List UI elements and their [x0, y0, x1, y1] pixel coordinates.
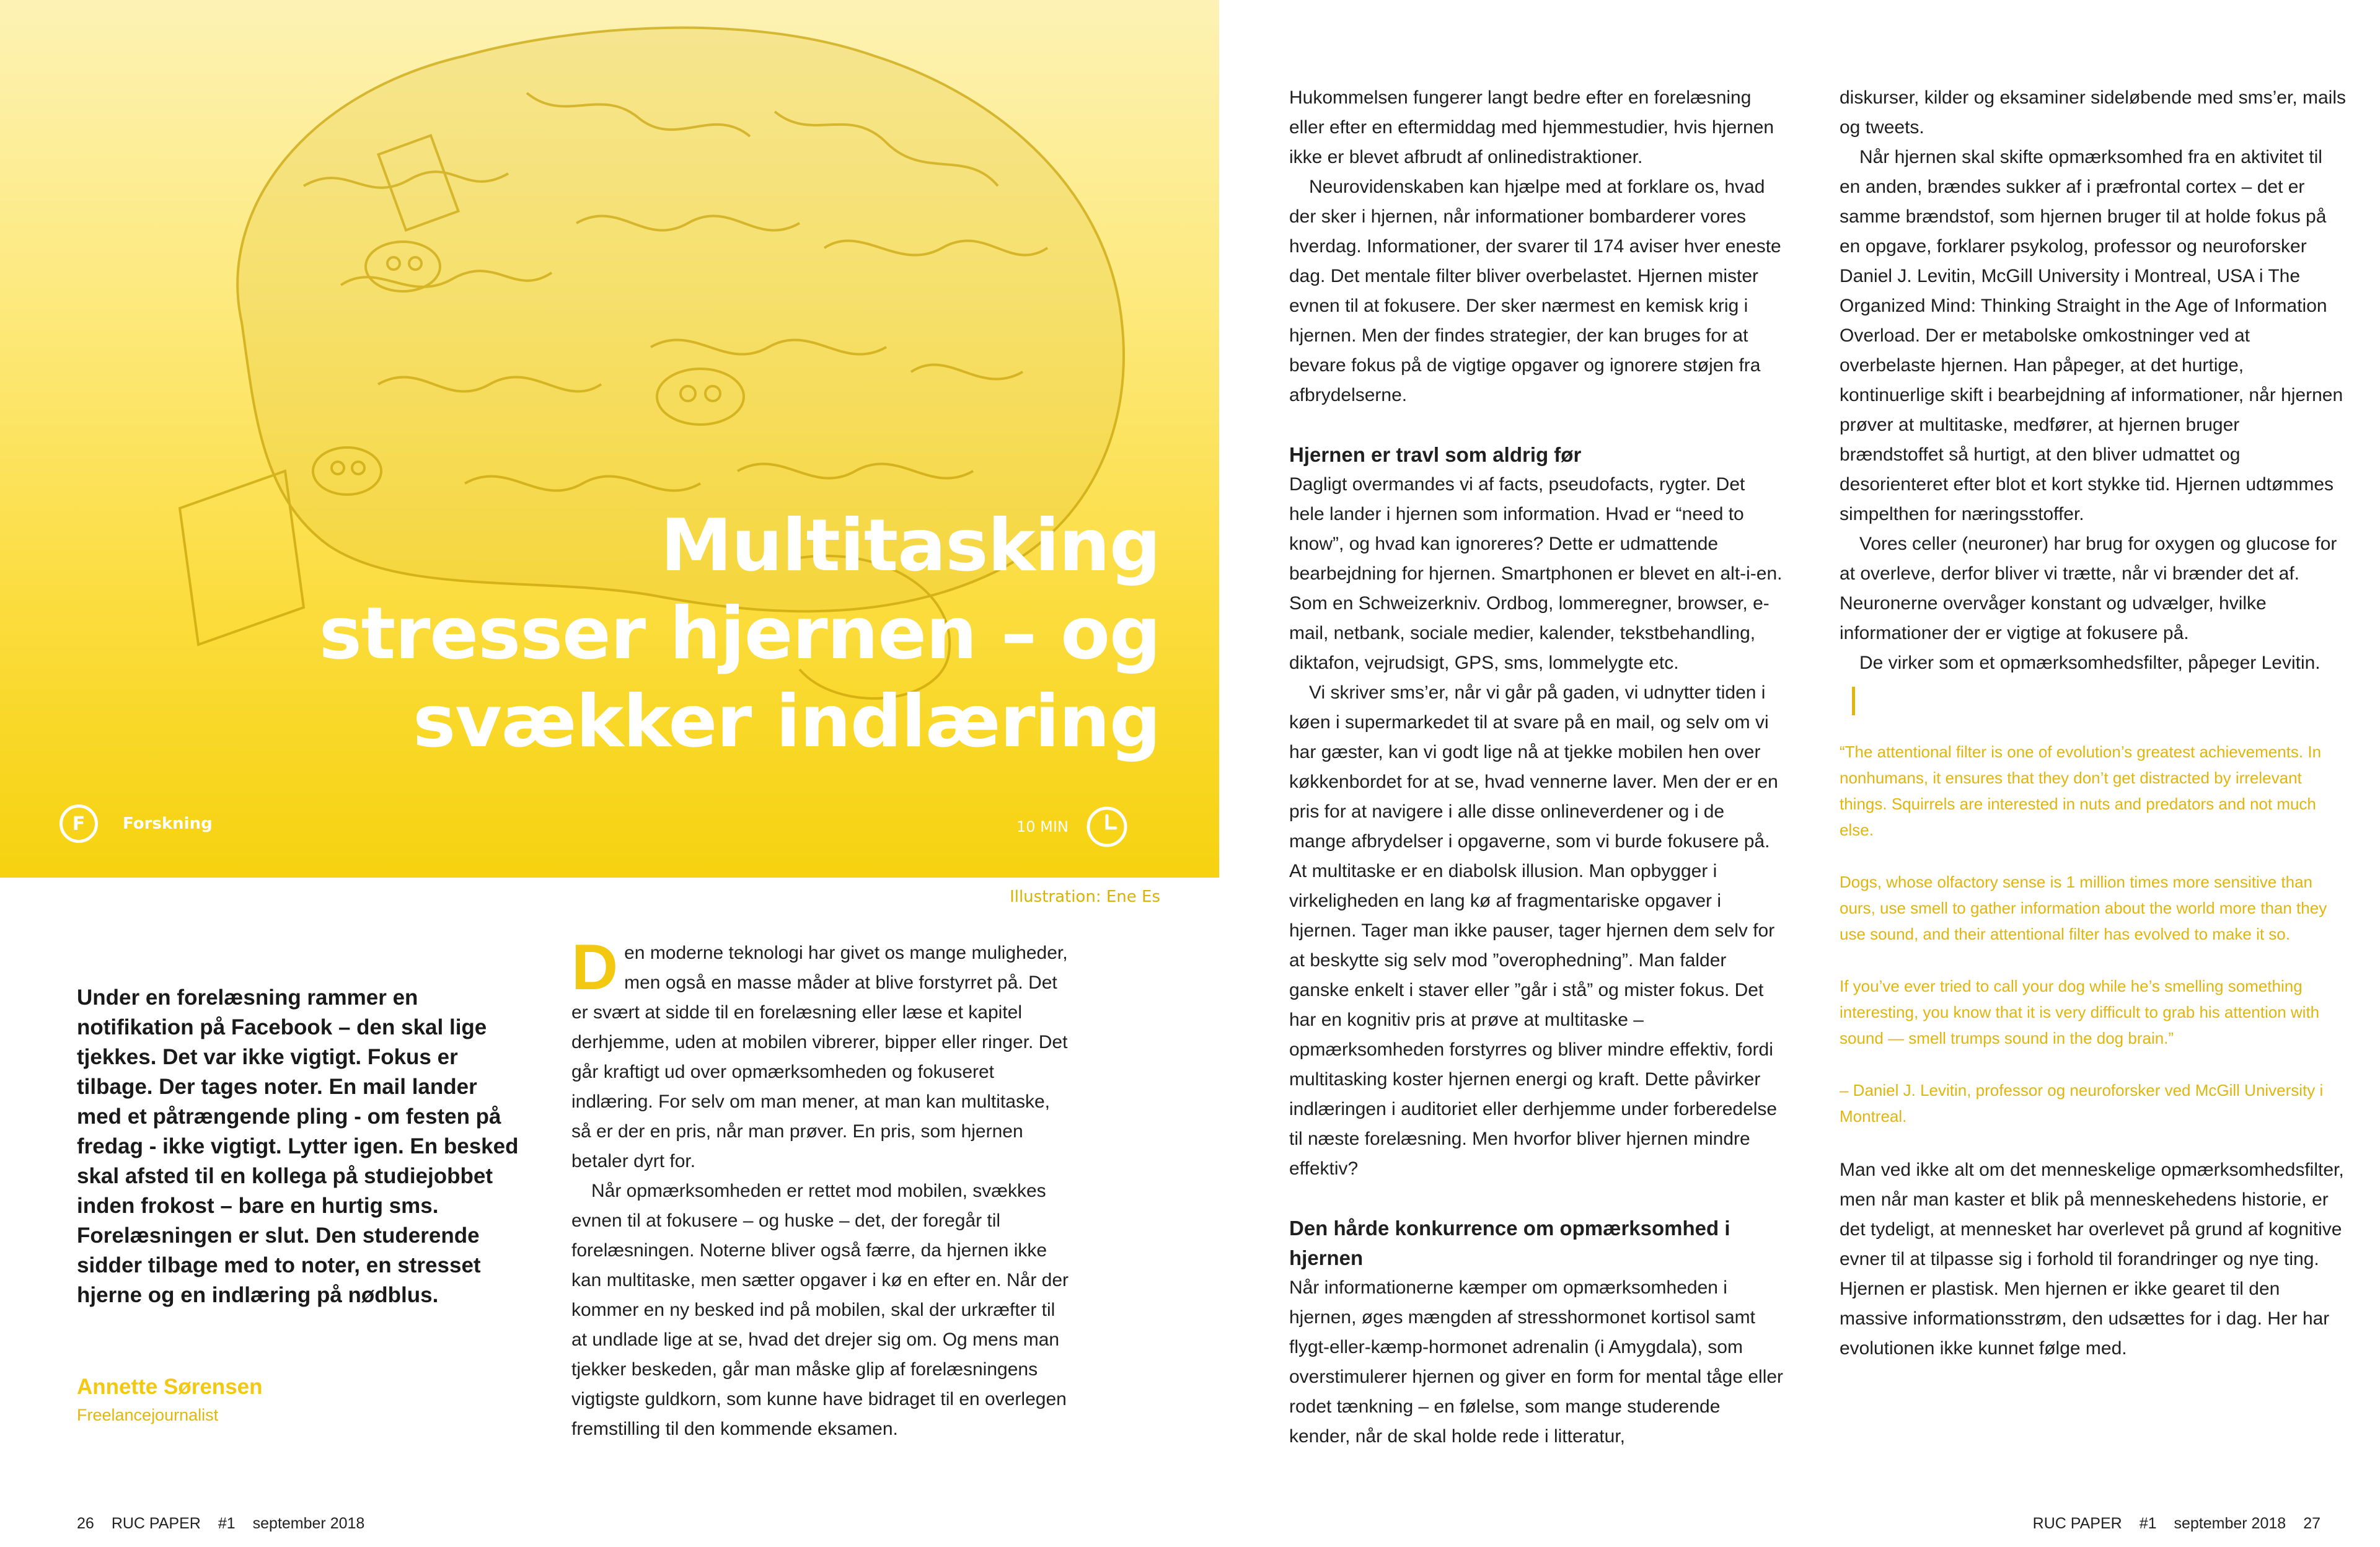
page-number-left: 26: [77, 1515, 94, 1532]
quote-source: – Daniel J. Levitin, professor og neuroforsker ved McGill University i Montreal.: [1840, 1081, 2324, 1126]
body-paragraph: Vores celler (neuroner) har brug for oxygen og glucose for at overleve, derfor bliver vi trætte, når vi brænder det af. Neuronerne overvåger konstant og udvælger, hvilke informationer der er vigtige at fokusere på.: [1840, 534, 2337, 643]
publication-name: RUC PAPER: [111, 1515, 201, 1532]
article-headline: [186, 502, 1160, 766]
issue-number: #1: [218, 1515, 236, 1532]
body-paragraph: Dagligt overmandes vi af facts, pseudofacts, rygter. Det hele lander i hjernen som information. Hvad er “need to know”, og hvad kan ignoreres? Dette er udmattende bearbejdning for hjernen. Smartphonen er blevet en alt-i-en. Som en Schweizerkniv. Ordbog, lommeregner, browser, e-mail, netbank, sociale medier, kalender, tekstbehandling, diktafon, vejrudsigt, GPS, sms, lommelygte etc.: [1289, 474, 1783, 673]
issue-date: september 2018: [2174, 1515, 2286, 1532]
author-block: [77, 1375, 263, 1425]
publication-name: RUC PAPER: [2032, 1515, 2122, 1532]
body-paragraph: Man ved ikke alt om det menneskelige opmærksomhedsfilter, men når man kaster et blik på menneskehedens historie, er det tydeligt, at mennesket har overlevet på grund af kognitive evner til at tilpasse sig i forhold til forandringer og nye ting. Hjernen er plastisk. Men hjernen er ikke gearet til den massive informationsstrøm, den udsættes for i dag. Her har evolutionen ikke kunnet følge med.: [1840, 1160, 2344, 1359]
body-paragraph: diskurser, kilder og eksaminer sideløbende med sms’er, mails og tweets.: [1840, 87, 2346, 138]
pull-quote: [1840, 739, 2348, 1129]
issue-number: #1: [2139, 1515, 2157, 1532]
author-name: Annette Sørensen: [77, 1375, 263, 1399]
category-initial-icon: F: [60, 804, 98, 843]
clock-icon: [1085, 804, 1129, 849]
body-paragraph: Når opmærksomheden er rettet mod mobilen, svækkes evnen til at fokusere – og huske – det, der foregår til forelæsningen. Noterne bliver også færre, da hjernen ikke kan multitaske, men sætter opgaver i kø en efter en. Når der kommer en ny besked ind på mobilen, skal der urkræfter til at undlade lige at se, hvad det drejer sig om. Og mens man tjekker beskeden, går man måske glip af forelæsningens vigtigste guldkorn, som kunne have bidraget til en overlegen fremstilling til den kommende eksamen.: [571, 1181, 1069, 1439]
body-paragraph: Når hjernen skal skifte opmærksomhed fra en aktivitet til en anden, brændes sukker af i præfrontal cortex – det er samme brændstof, som hjernen bruger til at holde fokus på en opgave, forklarer psykolog, professor og neuroforsker Daniel J. Levitin, McGill University i Montreal, USA i The Organized Mind: Thinking Straight in the Age of Information Overload. Der er metabolske omkostninger ved at overbelaste hjernen. Han påpeger, at det hurtige, kontinuerlige skift i bearbejdning af informationer, når hjernen prøver at multitaske, medfører, at hjernen bruger brændstoffet så hurtigt, at den bliver udmattet og desorienteret efter blot et kort stykke tid. Hjernen udtømmes simpelthen for næringsstoffer.: [1840, 147, 2343, 524]
read-time: [1016, 804, 1129, 849]
hero-illustration: [0, 0, 1219, 878]
body-paragraph: Vi skriver sms’er, når vi går på gaden, vi udnytter tiden i køen i supermarkedet til at svare på en mail, og selv om vi har gæster, kan vi godt lige nå at tjekke mobilen hen over køkkenbordet for at se, hvad vennerne laver. Men der er en pris for at navigere i alle disse onlineverdener og i de mange afbrydelser i opgaverne, som vi burde fokusere på. At multitaske er en diabolsk illusion. Man opbygger i virkeligheden en lang kø af fragmentariske opgaver i hjernen. Tager man ikke pauser, tager hjernen dem selv for at beskytte sig selv mod ”overophedning”. Man falder ganske enkelt i staver eller ”går i stå” og mister fokus. Det har en kognitiv pris at prøve at multitaske – opmærksomheden forstyrres og bliver mindre effektiv, fordi multitasking koster hjernen energi og kraft. Dette påvirker indlæringen i auditoriet eller derhjemme under forberedelse til næste forelæsning. Men hvorfor bliver hjernen mindre effektiv?: [1289, 682, 1778, 1179]
headline-line-2: stresser hjernen – og: [319, 592, 1160, 676]
body-column-1: [571, 932, 1073, 1444]
author-role: Freelancejournalist: [77, 1406, 219, 1424]
footer-left: [77, 1515, 364, 1533]
headline-line-3: svækker indlæring: [413, 680, 1160, 764]
category-label: Forskning: [123, 814, 213, 833]
quote-paragraph: “The attentional filter is one of evolution’s greatest achievements. In nonhumans, it ensures that they don’t get distracted by irrelevant things. Squirrels are interested in nuts and predators and not much else.: [1840, 743, 2322, 839]
footer-right: [2033, 1515, 2320, 1533]
issue-date: september 2018: [252, 1515, 365, 1532]
lead-paragraph: Under en forelæsning rammer en notifikation på Facebook – den skal lige tjekkes. Det var ikke vigtigt. Fokus er tilbage. Der tages noter. En mail lander med et påtrængende pling - om festen på fredag - ikke vigtigt. Lytter igen. En besked skal afsted til en kollega på studiejobbet inden frokost – bare en hurtig sms. Forelæsningen er slut. Den studerende sidder tilbage med to noter, en stresset hjerne og en indlæring på nødblus.: [77, 985, 519, 1307]
body-column-3: [1840, 83, 2348, 1364]
page-number-right: 27: [2303, 1515, 2320, 1532]
quote-marker: [1852, 687, 1855, 715]
body-paragraph: Neurovidenskaben kan hjælpe med at forklare os, hvad der sker i hjernen, når informationer bombarderer vores hverdag. Informationer, der svarer til 174 aviser hver eneste dag. Det mentale filter bliver overbelastet. Hjernen mister evnen til at fokusere. Der sker nærmest en kemisk krig i hjernen. Men der findes strategier, der kan bruges for at bevare fokus på de vigtige opgaver og ignorere støjen fra afbrydelserne.: [1289, 177, 1781, 405]
section-heading: Den hårde konkurrence om opmærksomhed i hjernen: [1289, 1217, 1730, 1269]
body-paragraph: Hukommelsen fungerer langt bedre efter en forelæsning eller efter en eftermiddag med hjemmestudier, hvis hjernen ikke er blevet afbrudt af onlinedistraktioner.: [1289, 87, 1774, 167]
body-column-2: [1289, 83, 1785, 1452]
read-time-label: 10 MIN: [1016, 818, 1069, 835]
body-paragraph: De virker som et opmærksomhedsfilter, påpeger Levitin.: [1859, 653, 2320, 673]
category-tag[interactable]: [60, 804, 213, 843]
quote-paragraph: Dogs, whose olfactory sense is 1 million times more sensitive than ours, use smell to gather information about the world more than they use sound, and their attentional filter has evolved to make it so.: [1840, 873, 2327, 943]
section-heading: Hjernen er travl som aldrig før: [1289, 443, 1582, 466]
illustration-credit: Illustration: Ene Es: [1010, 888, 1160, 906]
body-paragraph: Den moderne teknologi har givet os mange muligheder, men også en masse måder at blive forstyrret på. Det er svært at sidde til en forelæsning eller læse et kapitel derhjemme, uden at mobilen vibrerer, bipper eller ringer. Det går kraftigt ud over opmærksomheden og fokuseret indlæring. For selv om man mener, at man kan multitaske, så er der en pris, når man prøver. En pris, som hjernen betaler dyrt for.: [571, 932, 1068, 1171]
body-paragraph: Når informationerne kæmper om opmærksomheden i hjernen, øges mængden af stresshormonet kortisol samt flygt-eller-kæmp-hormonet adrenalin (i Amygdala), som overstimulerer hjernen og giver en form for mental tåge eller rodet tænkning – en følelse, som mange studerende kender, når de skal holde rede i litteratur,: [1289, 1277, 1784, 1447]
headline-line-1: Multitasking: [660, 504, 1160, 588]
drop-cap: D: [571, 932, 619, 1003]
quote-paragraph: If you’ve ever tried to call your dog while he’s smelling something interesting, you know that it is very difficult to grab his attention with sound — smell trumps sound in the dog brain.”: [1840, 977, 2320, 1047]
